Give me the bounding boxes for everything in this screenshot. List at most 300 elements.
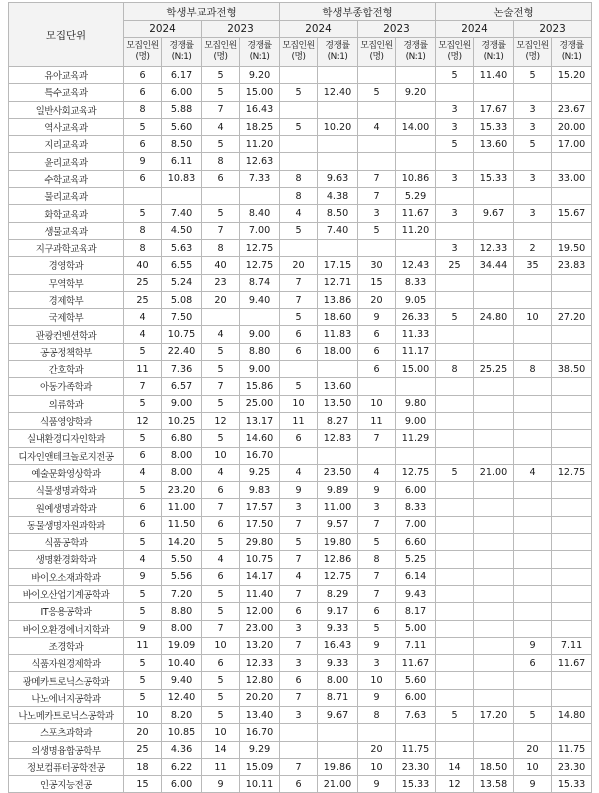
quota-cell: 7 (358, 170, 396, 187)
quota-cell: 4 (124, 464, 162, 481)
rate-cell (552, 153, 592, 170)
quota-cell: 6 (124, 170, 162, 187)
rate-cell: 14.17 (240, 568, 280, 585)
rate-cell (552, 378, 592, 395)
quota-cell: 6 (280, 672, 318, 689)
rate-cell: 6.60 (396, 534, 436, 551)
department-name: 식품자원경제학과 (9, 655, 124, 672)
quota-cell: 5 (358, 84, 396, 101)
quota-cell: 10 (514, 758, 552, 775)
rate-cell: 10.40 (162, 655, 202, 672)
quota-cell: 4 (124, 326, 162, 343)
quota-cell (514, 395, 552, 412)
rate-cell: 9.83 (240, 482, 280, 499)
quota-cell: 5 (124, 689, 162, 706)
quota-cell (280, 67, 318, 84)
quota-cell: 7 (358, 430, 396, 447)
rate-cell: 11.75 (552, 741, 592, 758)
rate-col-header: 경쟁률 (N:1) (162, 38, 202, 67)
quota-cell: 3 (514, 205, 552, 222)
quota-cell: 7 (202, 620, 240, 637)
rate-cell: 9.05 (396, 291, 436, 308)
quota-cell: 30 (358, 257, 396, 274)
rate-cell: 15.67 (552, 205, 592, 222)
rate-cell (474, 672, 514, 689)
table-row (9, 620, 592, 637)
rate-cell: 34.44 (474, 257, 514, 274)
rate-cell: 17.15 (318, 257, 358, 274)
rate-cell (552, 724, 592, 741)
rate-cell: 18.00 (318, 343, 358, 360)
quota-cell: 25 (124, 274, 162, 291)
rate-cell: 19.86 (318, 758, 358, 775)
rate-cell: 9.89 (318, 482, 358, 499)
quota-cell: 20 (280, 257, 318, 274)
quota-cell (436, 620, 474, 637)
quota-cell: 5 (124, 534, 162, 551)
quota-cell: 25 (436, 257, 474, 274)
quota-cell: 20 (514, 741, 552, 758)
quota-cell: 15 (124, 776, 162, 793)
rate-cell: 5.24 (162, 274, 202, 291)
quota-cell: 5 (514, 67, 552, 84)
table-row (9, 430, 592, 447)
table-row (9, 603, 592, 620)
rate-cell: 24.80 (474, 309, 514, 326)
rate-cell: 8.00 (162, 447, 202, 464)
rate-cell: 11.50 (162, 516, 202, 533)
quota-cell: 6 (124, 136, 162, 153)
quota-cell: 7 (358, 188, 396, 205)
quota-cell: 8 (358, 706, 396, 723)
quota-cell: 12 (436, 776, 474, 793)
quota-cell (436, 222, 474, 239)
rate-cell (552, 222, 592, 239)
quota-cell: 5 (202, 67, 240, 84)
table-header (9, 3, 592, 67)
rate-cell (552, 430, 592, 447)
rate-cell (474, 516, 514, 533)
rate-cell: 5.08 (162, 291, 202, 308)
table-row (9, 257, 592, 274)
quota-cell: 8 (280, 188, 318, 205)
rate-cell: 9.25 (240, 464, 280, 481)
quota-cell: 6 (280, 430, 318, 447)
table-row (9, 395, 592, 412)
rate-cell (396, 378, 436, 395)
quota-cell (514, 620, 552, 637)
quota-cell (436, 655, 474, 672)
rate-cell (474, 741, 514, 758)
quota-cell: 3 (358, 205, 396, 222)
quota-cell (280, 741, 318, 758)
rate-cell (552, 568, 592, 585)
quota-cell (514, 326, 552, 343)
rate-cell: 6.00 (396, 689, 436, 706)
admission-table (8, 2, 592, 793)
quota-cell (436, 672, 474, 689)
rate-cell: 25.25 (474, 361, 514, 378)
rate-cell: 15.20 (552, 67, 592, 84)
quota-cell: 3 (280, 620, 318, 637)
rate-cell: 16.70 (240, 447, 280, 464)
rate-cell: 9.00 (240, 326, 280, 343)
rate-cell (474, 585, 514, 602)
quota-cell: 6 (124, 84, 162, 101)
rate-cell (474, 447, 514, 464)
rate-cell: 10.86 (396, 170, 436, 187)
rate-cell: 9.33 (318, 655, 358, 672)
rate-cell: 6.17 (162, 67, 202, 84)
quota-cell: 4 (280, 205, 318, 222)
table-row (9, 637, 592, 654)
quota-cell: 5 (436, 136, 474, 153)
rate-cell: 5.63 (162, 239, 202, 256)
rate-cell: 19.80 (318, 534, 358, 551)
quota-cell: 7 (358, 568, 396, 585)
quota-cell (514, 188, 552, 205)
rate-cell (552, 326, 592, 343)
rate-cell: 5.60 (162, 118, 202, 135)
rate-cell: 12.83 (318, 430, 358, 447)
rate-cell: 18.25 (240, 118, 280, 135)
quota-cell: 4 (202, 326, 240, 343)
table-row (9, 67, 592, 84)
quota-cell: 40 (202, 257, 240, 274)
department-name: 원예생명과학과 (9, 499, 124, 516)
quota-cell: 7 (280, 585, 318, 602)
table-row (9, 776, 592, 793)
quota-cell: 5 (124, 482, 162, 499)
rate-cell: 12.71 (318, 274, 358, 291)
rate-cell (552, 620, 592, 637)
rate-cell: 8.17 (396, 603, 436, 620)
table-row (9, 412, 592, 429)
rate-cell: 12.00 (240, 603, 280, 620)
quota-cell (436, 637, 474, 654)
table-row (9, 326, 592, 343)
table-row (9, 672, 592, 689)
quota-cell: 9 (358, 689, 396, 706)
quota-cell (358, 101, 396, 118)
quota-col-header: 모집인원 (명) (202, 38, 240, 67)
rate-cell: 9.00 (162, 395, 202, 412)
quota-cell (358, 447, 396, 464)
rate-cell: 11.75 (396, 741, 436, 758)
quota-cell (358, 724, 396, 741)
quota-cell: 7 (280, 291, 318, 308)
quota-cell: 8 (436, 361, 474, 378)
table-row (9, 499, 592, 516)
quota-cell: 9 (514, 776, 552, 793)
table-row (9, 724, 592, 741)
quota-cell (436, 274, 474, 291)
rate-cell: 9.40 (162, 672, 202, 689)
table-row (9, 84, 592, 101)
rate-cell: 9.63 (318, 170, 358, 187)
quota-cell: 3 (436, 170, 474, 187)
rate-cell: 7.00 (240, 222, 280, 239)
quota-cell: 5 (436, 706, 474, 723)
quota-cell (436, 585, 474, 602)
rate-cell: 10.11 (240, 776, 280, 793)
rate-cell: 15.00 (396, 361, 436, 378)
rate-cell: 5.29 (396, 188, 436, 205)
quota-cell: 18 (124, 758, 162, 775)
quota-cell: 7 (202, 101, 240, 118)
rate-cell: 23.30 (396, 758, 436, 775)
rate-cell: 10.75 (240, 551, 280, 568)
quota-cell: 3 (280, 499, 318, 516)
quota-cell: 8 (202, 239, 240, 256)
rate-cell: 6.11 (162, 153, 202, 170)
quota-cell: 5 (124, 585, 162, 602)
quota-cell (436, 741, 474, 758)
rate-cell: 12.40 (162, 689, 202, 706)
quota-cell: 6 (124, 447, 162, 464)
department-name: 공공정책학부 (9, 343, 124, 360)
quota-cell: 6 (202, 516, 240, 533)
rate-cell: 15.33 (474, 170, 514, 187)
table-row (9, 170, 592, 187)
quota-cell: 5 (202, 603, 240, 620)
quota-cell (436, 153, 474, 170)
table-row (9, 464, 592, 481)
table-row (9, 568, 592, 585)
quota-cell: 7 (202, 499, 240, 516)
rate-cell (552, 395, 592, 412)
rate-cell: 5.25 (396, 551, 436, 568)
rate-cell: 9.33 (318, 620, 358, 637)
quota-cell (436, 516, 474, 533)
rate-cell: 21.00 (318, 776, 358, 793)
quota-cell: 5 (514, 706, 552, 723)
rate-cell: 10.83 (162, 170, 202, 187)
quota-cell: 2 (514, 239, 552, 256)
quota-cell (436, 84, 474, 101)
table-row (9, 741, 592, 758)
quota-cell: 7 (280, 516, 318, 533)
rate-cell: 23.00 (240, 620, 280, 637)
quota-cell (436, 378, 474, 395)
quota-cell: 5 (202, 534, 240, 551)
table-row (9, 291, 592, 308)
department-name: 윤리교육과 (9, 153, 124, 170)
quota-cell: 11 (124, 361, 162, 378)
table-row (9, 274, 592, 291)
quota-cell (436, 395, 474, 412)
rate-cell (474, 291, 514, 308)
rate-cell: 4.50 (162, 222, 202, 239)
quota-cell: 5 (280, 222, 318, 239)
rate-cell (552, 482, 592, 499)
quota-cell: 8 (358, 551, 396, 568)
rate-cell: 11.00 (162, 499, 202, 516)
quota-col-header: 모집인원 (명) (280, 38, 318, 67)
rate-cell: 18.60 (318, 309, 358, 326)
quota-cell: 11 (358, 412, 396, 429)
rate-cell (396, 101, 436, 118)
department-name: 나노에너지공학과 (9, 689, 124, 706)
rate-col-header: 경쟁률 (N:1) (396, 38, 436, 67)
quota-cell: 14 (202, 741, 240, 758)
department-name: 생물교육과 (9, 222, 124, 239)
quota-col-header: 모집인원 (명) (514, 38, 552, 67)
quota-cell: 6 (358, 343, 396, 360)
quota-cell (436, 603, 474, 620)
quota-cell: 4 (280, 568, 318, 585)
rate-col-header: 경쟁률 (N:1) (318, 38, 358, 67)
rate-cell: 8.29 (318, 585, 358, 602)
quota-cell: 5 (202, 343, 240, 360)
rate-cell: 11.83 (318, 326, 358, 343)
rate-cell: 27.20 (552, 309, 592, 326)
quota-cell: 5 (202, 84, 240, 101)
rate-cell: 17.67 (474, 101, 514, 118)
rate-cell (318, 67, 358, 84)
rate-cell (474, 395, 514, 412)
quota-cell: 7 (358, 585, 396, 602)
department-name: 수학교육과 (9, 170, 124, 187)
quota-cell (514, 499, 552, 516)
rate-cell: 6.55 (162, 257, 202, 274)
rate-cell: 8.20 (162, 706, 202, 723)
quota-cell (358, 378, 396, 395)
quota-cell: 11 (202, 758, 240, 775)
quota-cell: 6 (124, 516, 162, 533)
department-name: 조경학과 (9, 637, 124, 654)
rate-cell (474, 637, 514, 654)
rate-cell (396, 67, 436, 84)
rate-cell (474, 655, 514, 672)
year-header: 2023 (358, 21, 436, 38)
quota-cell (514, 585, 552, 602)
quota-cell: 9 (514, 637, 552, 654)
department-name: 경제학부 (9, 291, 124, 308)
rate-cell: 8.50 (318, 205, 358, 222)
rate-cell: 19.50 (552, 239, 592, 256)
rate-cell: 12.33 (474, 239, 514, 256)
quota-cell: 20 (358, 291, 396, 308)
quota-cell: 7 (202, 378, 240, 395)
quota-cell (436, 326, 474, 343)
quota-cell (514, 378, 552, 395)
rate-cell: 20.00 (552, 118, 592, 135)
rate-cell (318, 724, 358, 741)
quota-cell: 10 (202, 637, 240, 654)
rate-cell: 38.50 (552, 361, 592, 378)
quota-cell: 3 (280, 706, 318, 723)
quota-cell: 5 (280, 309, 318, 326)
rate-col-header: 경쟁률 (N:1) (474, 38, 514, 67)
rate-cell: 8.33 (396, 274, 436, 291)
rate-cell: 11.29 (396, 430, 436, 447)
rate-cell: 29.80 (240, 534, 280, 551)
quota-cell (514, 603, 552, 620)
rate-cell: 13.50 (318, 395, 358, 412)
rate-cell: 8.00 (162, 464, 202, 481)
rate-cell: 7.63 (396, 706, 436, 723)
rate-cell: 5.60 (396, 672, 436, 689)
quota-cell: 7 (280, 689, 318, 706)
quota-cell: 3 (436, 101, 474, 118)
quota-cell: 3 (514, 101, 552, 118)
rate-cell: 13.40 (240, 706, 280, 723)
table-row (9, 101, 592, 118)
quota-cell: 5 (280, 378, 318, 395)
rate-cell: 8.50 (162, 136, 202, 153)
rate-cell (396, 239, 436, 256)
rate-cell: 6.00 (162, 84, 202, 101)
quota-cell: 9 (358, 637, 396, 654)
rate-cell (162, 188, 202, 205)
rate-cell: 23.30 (552, 758, 592, 775)
rate-cell: 8.80 (162, 603, 202, 620)
quota-cell: 9 (280, 482, 318, 499)
rate-cell: 6.57 (162, 378, 202, 395)
unit-header: 모집단위 (9, 3, 124, 67)
department-name: 지구과학교육과 (9, 239, 124, 256)
quota-cell (514, 84, 552, 101)
department-name: 인공지능전공 (9, 776, 124, 793)
rate-cell: 8.40 (240, 205, 280, 222)
quota-cell: 8 (124, 222, 162, 239)
quota-cell (436, 343, 474, 360)
rate-cell: 12.80 (240, 672, 280, 689)
rate-cell: 12.75 (552, 464, 592, 481)
rate-cell: 9.43 (396, 585, 436, 602)
quota-cell: 10 (202, 724, 240, 741)
quota-cell: 4 (358, 464, 396, 481)
department-name: 경영학과 (9, 257, 124, 274)
rate-cell (474, 222, 514, 239)
department-name: 예술문화영상학과 (9, 464, 124, 481)
rate-cell: 6.00 (162, 776, 202, 793)
rate-cell: 20.20 (240, 689, 280, 706)
rate-cell: 12.75 (318, 568, 358, 585)
rate-cell: 11.67 (552, 655, 592, 672)
rate-cell (474, 620, 514, 637)
department-name: 의생명융합공학부 (9, 741, 124, 758)
rate-cell: 12.75 (396, 464, 436, 481)
rate-cell: 9.20 (396, 84, 436, 101)
rate-cell: 7.40 (318, 222, 358, 239)
quota-cell: 8 (202, 153, 240, 170)
rate-cell: 8.00 (162, 620, 202, 637)
rate-cell (318, 447, 358, 464)
department-name: 간호학과 (9, 361, 124, 378)
group-header-essay: 논술전형 (436, 3, 592, 21)
quota-cell: 23 (202, 274, 240, 291)
rate-cell: 8.00 (318, 672, 358, 689)
rate-cell: 7.00 (396, 516, 436, 533)
quota-cell: 9 (358, 309, 396, 326)
quota-cell (514, 724, 552, 741)
rate-cell: 12.75 (240, 239, 280, 256)
quota-cell: 25 (124, 741, 162, 758)
rate-cell: 8.71 (318, 689, 358, 706)
quota-cell: 5 (202, 689, 240, 706)
rate-cell (552, 585, 592, 602)
quota-cell: 5 (280, 118, 318, 135)
quota-cell: 5 (202, 585, 240, 602)
quota-cell: 5 (280, 534, 318, 551)
quota-cell: 9 (358, 776, 396, 793)
department-name: 지리교육과 (9, 136, 124, 153)
year-header: 2024 (280, 21, 358, 38)
rate-cell: 23.83 (552, 257, 592, 274)
quota-col-header: 모집인원 (명) (124, 38, 162, 67)
